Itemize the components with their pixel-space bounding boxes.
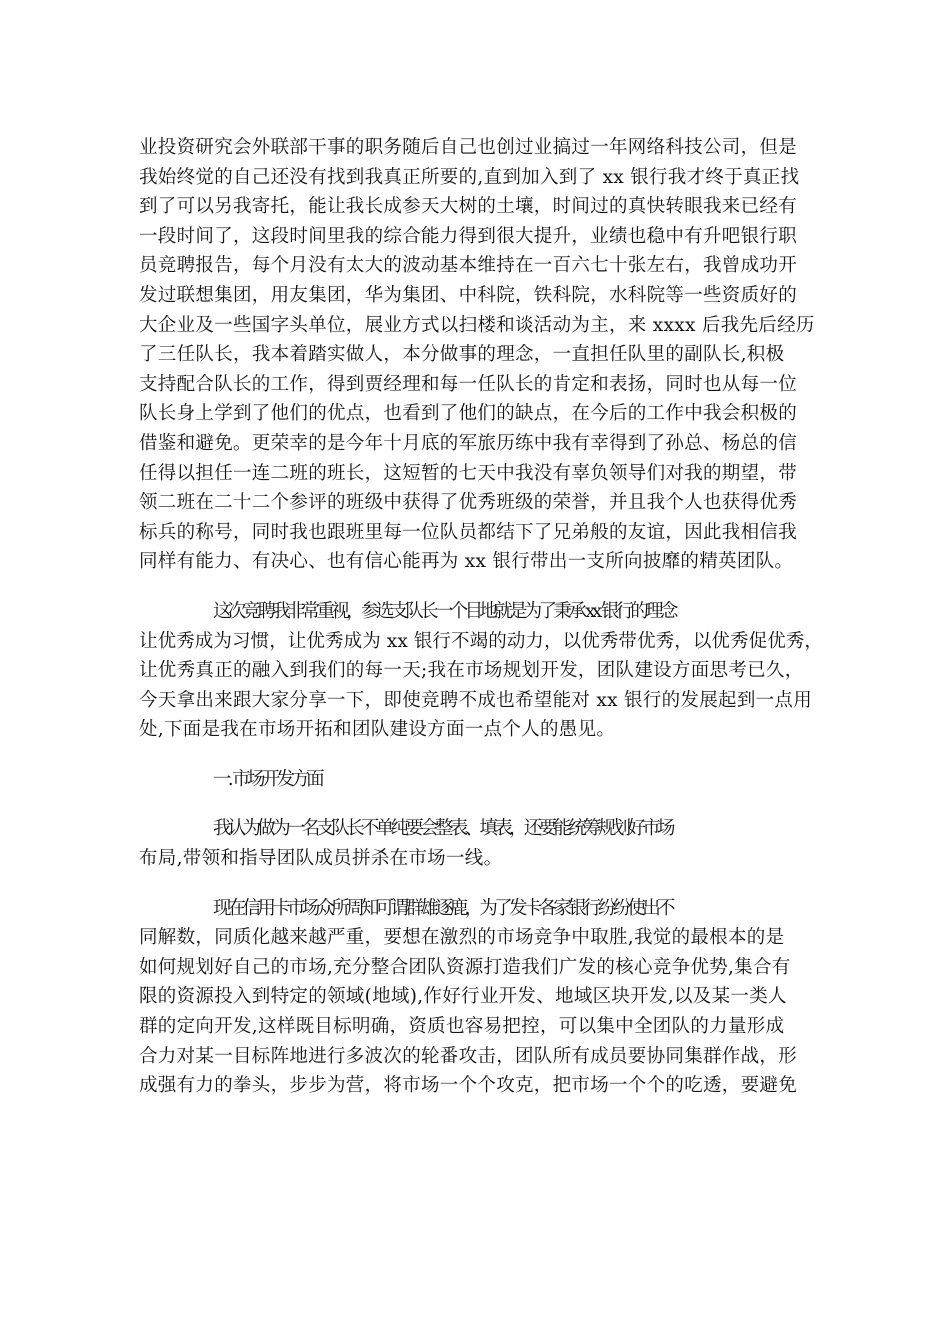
text-line: 任得以担任一连二班的班长，这短暂的七天中我没有辜负领导们对我的期望，带: [139, 462, 798, 484]
text-line: 借鉴和避免。更荣幸的是今年十月底的军旅历练中我有幸得到了孙总、杨总的信: [139, 432, 798, 454]
text-line: 我认为做为一名支队长不单纯要会整表、填表，还要能统筹规划好市场: [213, 818, 672, 840]
text-line: 我始终觉的自己还没有找到我真正所要的,直到加入到了 xx 银行我才终于真正找: [139, 166, 800, 188]
paragraph: [139, 765, 819, 795]
text-line: 布局,带领和指导团队成员拼杀在市场一线。: [139, 848, 503, 870]
text-line: 群的定向开发,这样既目标明确，资质也容易把控，可以集中全团队的力量形成: [139, 1016, 785, 1038]
text-line: 限的资源投入到特定的领域(地域),作好行业开发、地域区块开发,以及某一类人: [139, 986, 787, 1008]
text-line: 一. 市场开发方面: [213, 768, 321, 790]
text-line: 大企业及一些国字头单位，展业方式以扫楼和谈活动为主，来 xxxx 后我先后经历: [139, 314, 815, 336]
text-line: 标兵的称号，同时我也跟班里每一位队员都结下了兄弟般的友谊，因此我相信我: [139, 521, 798, 543]
text-line: 领二班在二十二个参评的班级中获得了优秀班级的荣誉，并且我个人也获得优秀: [139, 492, 798, 514]
text-line: 了三任队长，我本着踏实做人，本分做事的理念，一直担任队里的副队长,积极: [139, 344, 785, 366]
text-line: 处,下面是我在市场开拓和团队建设方面一点个人的愚见。: [139, 719, 616, 741]
paragraph: [139, 894, 819, 1101]
text-line: 员竞聘报告，每个月没有太大的波动基本维持在一百六七十张左右，我曾成功开: [139, 255, 798, 277]
text-line: 合力对某一目标阵地进行多波次的轮番攻击，团队所有成员要协同集群作战，形: [139, 1045, 798, 1067]
text-line: 队长身上学到了他们的优点，也看到了他们的缺点，在今后的工作中我会积极的: [139, 403, 798, 425]
text-line: 让优秀成为习惯，让优秀成为 xx 银行不竭的动力，以优秀带优秀，以优秀促优秀，: [139, 630, 824, 652]
text-line: 让优秀真正的融入到我们的每一天;我在市场规划开发，团队建设方面思考已久，: [139, 660, 804, 682]
text-line: 如何规划好自己的市场,充分整合团队资源打造我们广发的核心竞争优势,集合有: [139, 956, 791, 978]
text-line: 发过联想集团，用友集团，华为集团、中科院，铁科院，水科院等一些资质好的: [139, 284, 798, 306]
text-line: 同解数，同质化越来越严重，要想在激烈的市场竞争中取胜,我觉的最根本的是: [139, 927, 785, 949]
text-line: 这次竞聘我非常重视，参选支队长一个目地就是为了秉承 xx 银行的理念: [213, 600, 675, 622]
text-line: 一段时间了，这段时间里我的综合能力得到很大提升，业绩也稳中有升吧银行职: [139, 225, 798, 247]
text-line: 现在信用卡市场众所周知可谓群雄逐鹿，为了发卡各家银行纷纷使出不: [213, 897, 672, 919]
paragraph: [139, 133, 819, 577]
text-line: 支持配合队长的工作，得到贾经理和每一任队长的肯定和表扬，同时也从每一位: [139, 373, 798, 395]
text-line: 同样有能力、有决心、也有信心能再为 xx 银行带出一支所向披靡的精英团队。: [139, 551, 794, 573]
text-line: 成强有力的拳头，步步为营，将市场一个个攻克，把市场一个个的吃透，要避免: [139, 1075, 798, 1097]
text-line: 今天拿出来跟大家分享一下，即使竞聘不成也希望能对 xx 银行的发展起到一点用: [139, 689, 813, 711]
text-line: 到了可以另我寄托，能让我长成参天大树的土壤，时间过的真快转眼我来已经有: [139, 196, 798, 218]
text-line: 业投资研究会外联部干事的职务随后自己也创过业搞过一年网络科技公司，但是: [139, 137, 798, 158]
document-body: [139, 133, 824, 1121]
paragraph: [139, 597, 824, 745]
paragraph: [139, 814, 819, 873]
